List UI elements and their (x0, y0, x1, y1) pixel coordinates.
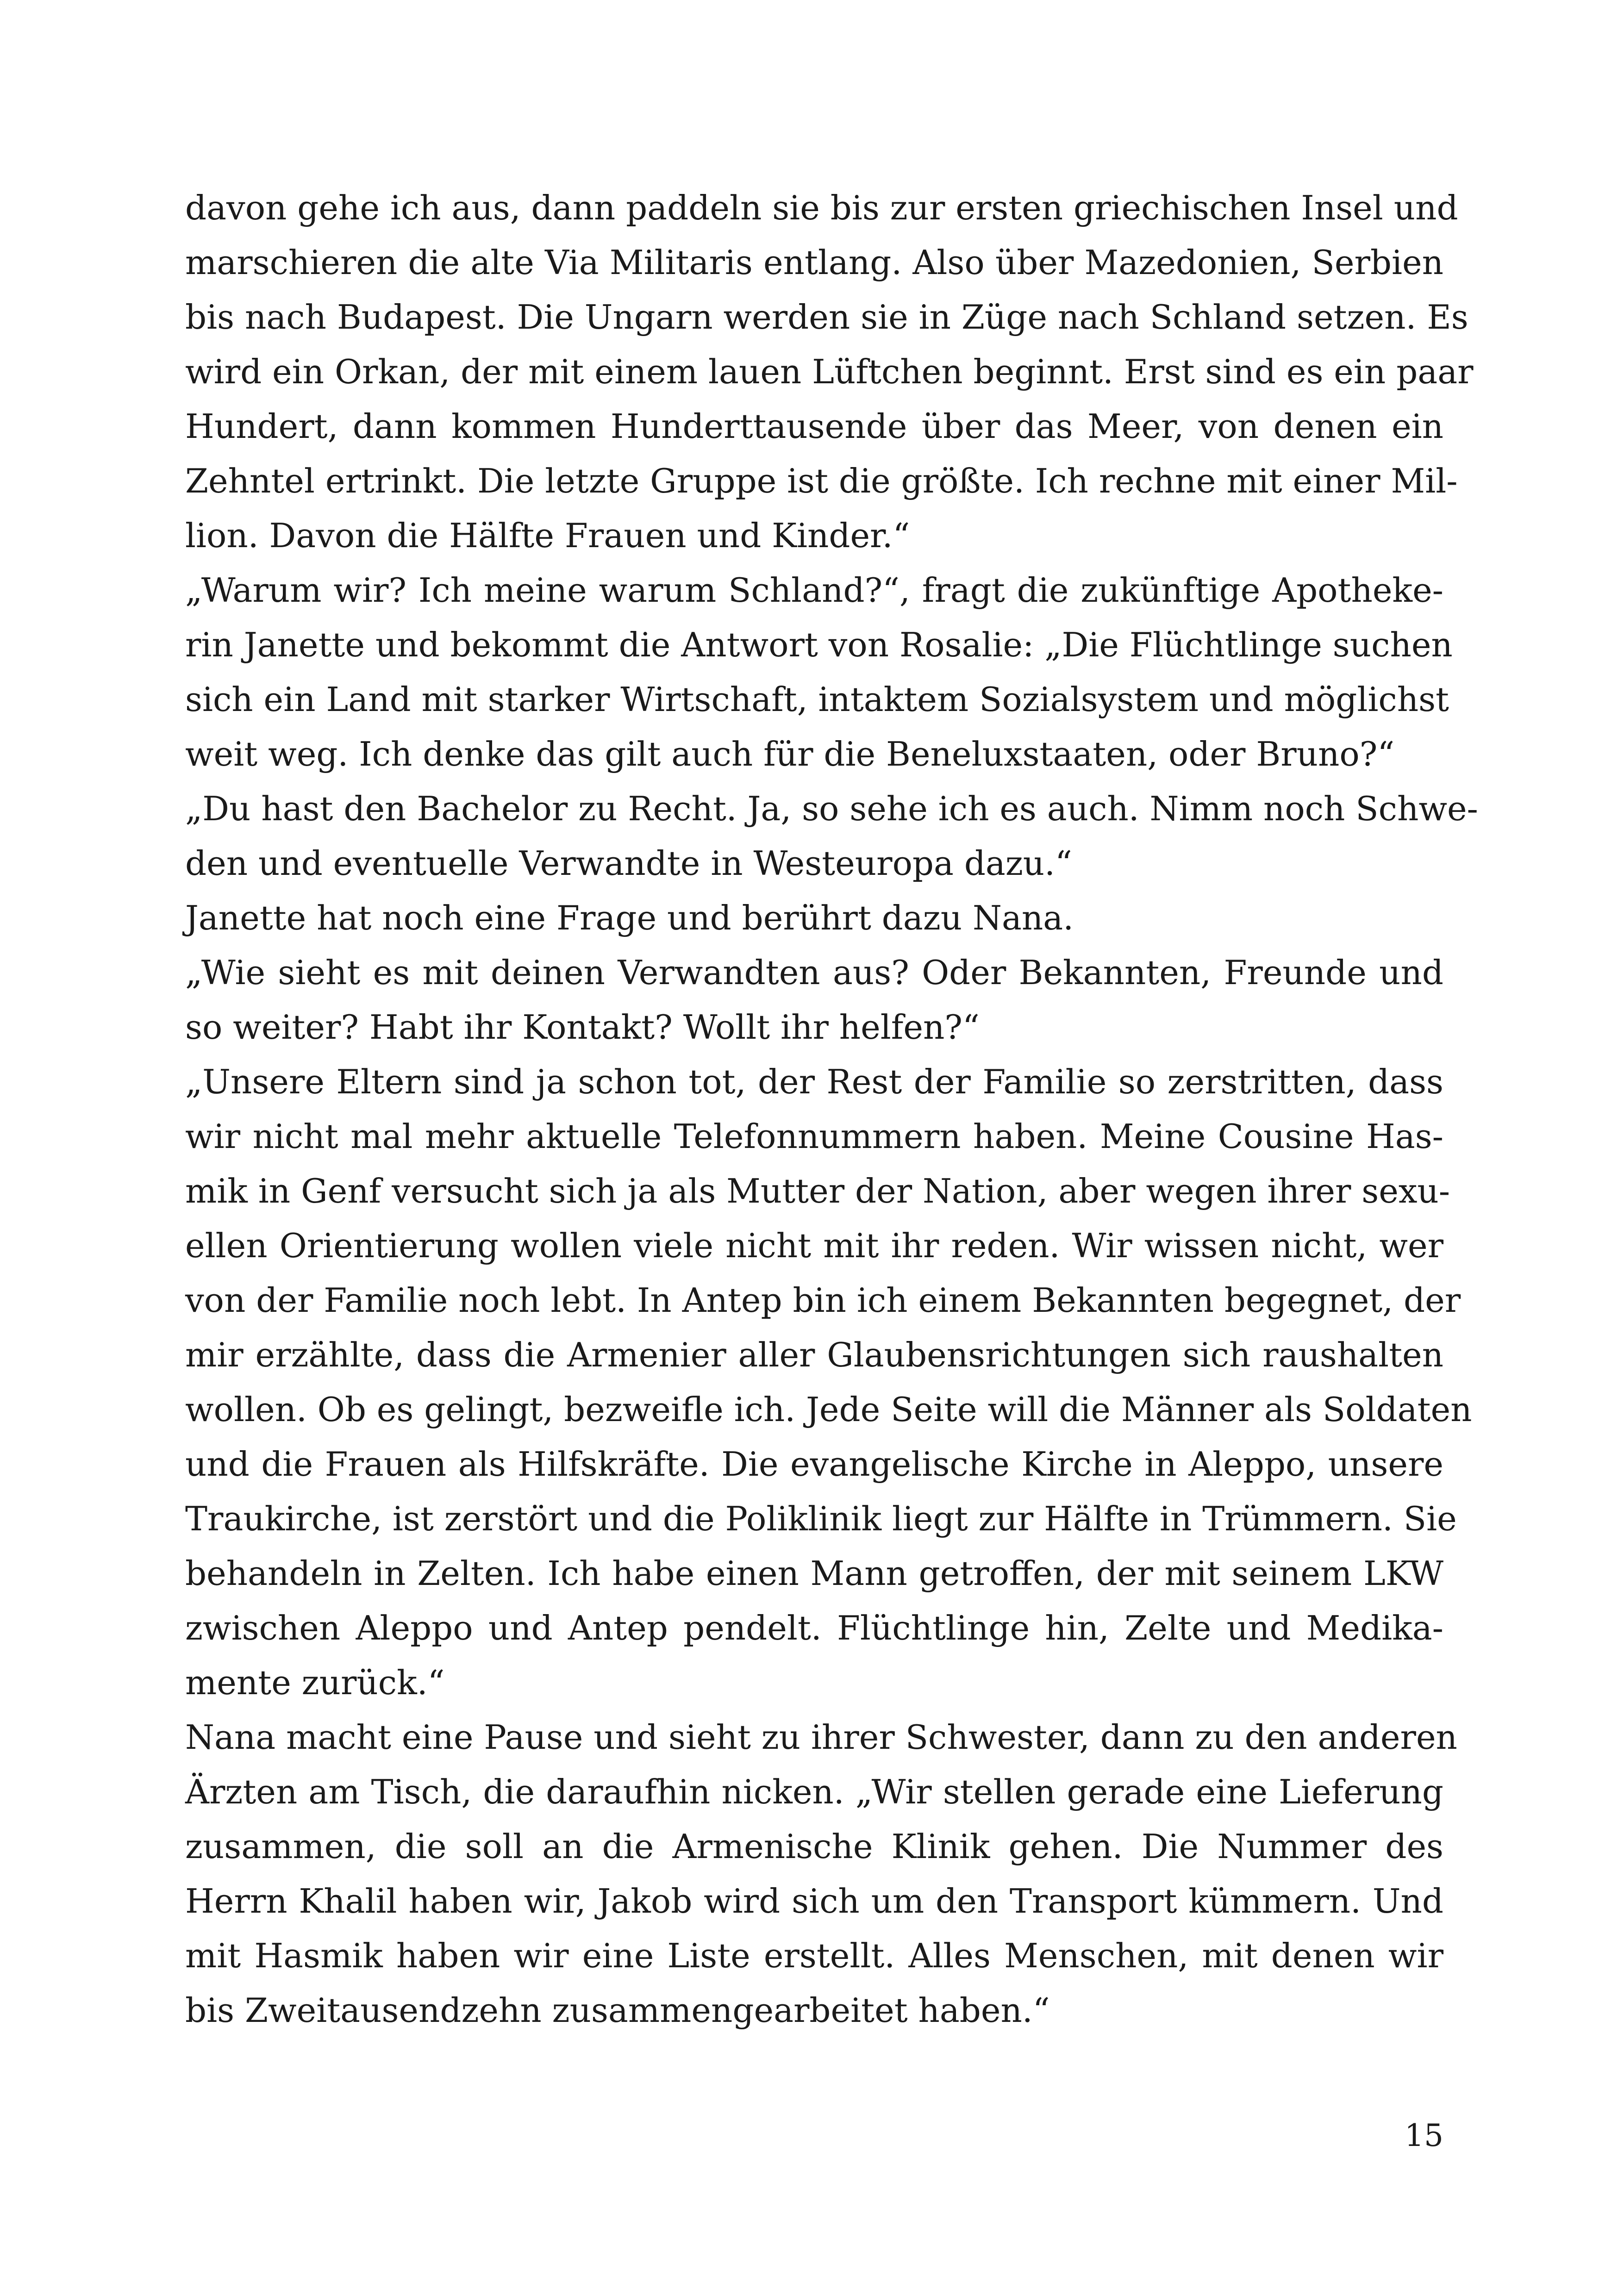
text-line: weit weg. Ich denke das gilt auch für die Beneluxstaaten, oder Bruno?“ (185, 735, 1395, 773)
text-line: mik in Genf versucht sich ja als Mutter der Nation, aber wegen ihrer sexu- (185, 1172, 1450, 1210)
text-line: zwischen Aleppo und Antep pendelt. Flüchtlinge hin, Zelte und Medika- (185, 1609, 1443, 1647)
text-line: rin Janette und bekommt die Antwort von Rosalie: „Die Flüchtlinge suchen (185, 625, 1453, 664)
text-line: wollen. Ob es gelingt, bezweifle ich. Jede Seite will die Männer als Soldaten (185, 1390, 1472, 1429)
text-line: mir erzählte, dass die Armenier aller Glaubensrichtungen sich raushalten (185, 1335, 1443, 1374)
text-line: mit Hasmik haben wir eine Liste erstellt. Alles Menschen, mit denen wir (185, 1936, 1443, 1975)
text-line: wir nicht mal mehr aktuelle Telefonnummern haben. Meine Cousine Has- (185, 1117, 1443, 1156)
text-line: sich ein Land mit starker Wirtschaft, intaktem Sozialsystem und möglichst (185, 680, 1449, 719)
text-line: Nana macht eine Pause und sieht zu ihrer Schwester, dann zu den anderen (185, 1718, 1457, 1757)
text-line: „Du hast den Bachelor zu Recht. Ja, so sehe ich es auch. Nimm noch Schwe- (185, 789, 1478, 828)
text-line: Herrn Khalil haben wir, Jakob wird sich um den Transport kümmern. Und (185, 1882, 1443, 1921)
text-line: „Warum wir? Ich meine warum Schland?“, fragt die zukünftige Apotheke- (185, 571, 1443, 610)
text-line: lion. Davon die Hälfte Frauen und Kinder.“ (185, 516, 910, 555)
text-line: mente zurück.“ (185, 1663, 445, 1702)
text-line: Hundert, dann kommen Hunderttausende über das Meer, von denen ein (185, 407, 1443, 446)
text-line: Traukirche, ist zerstört und die Poliklinik liegt zur Hälfte in Trümmern. Sie (185, 1499, 1457, 1538)
text-line: wird ein Orkan, der mit einem lauen Lüftchen beginnt. Erst sind es ein paar (185, 352, 1474, 391)
text-line: bis Zweitausendzehn zusammengearbeitet haben.“ (185, 1991, 1050, 2030)
text-line: marschieren die alte Via Militaris entlang. Also über Mazedonien, Serbien (185, 243, 1443, 282)
text-line: „Wie sieht es mit deinen Verwandten aus? Oder Bekannten, Freunde und (185, 953, 1443, 992)
text-line: behandeln in Zelten. Ich habe einen Mann getroffen, der mit seinem LKW (185, 1554, 1443, 1593)
text-line: Zehntel ertrinkt. Die letzte Gruppe ist die größte. Ich rechne mit einer Mil- (185, 461, 1458, 500)
text-line: Janette hat noch eine Frage und berührt dazu Nana. (185, 898, 1074, 937)
text-line: von der Familie noch lebt. In Antep bin ich einem Bekannten begegnet, der (185, 1281, 1461, 1320)
body-text (185, 181, 1478, 2038)
text-line: den und eventuelle Verwandte in Westeuropa dazu.“ (185, 844, 1072, 883)
text-line: „Unsere Eltern sind ja schon tot, der Rest der Familie so zerstritten, dass (185, 1062, 1443, 1101)
text-line: Ärzten am Tisch, die daraufhin nicken. „Wir stellen gerade eine Lieferung (185, 1772, 1443, 1811)
text-line: bis nach Budapest. Die Ungarn werden sie in Züge nach Schland setzen. Es (185, 298, 1468, 337)
text-line: und die Frauen als Hilfskräfte. Die evangelische Kirche in Aleppo, unsere (185, 1445, 1443, 1484)
page-number: 15 (1405, 2118, 1443, 2153)
text-line: davon gehe ich aus, dann paddeln sie bis zur ersten griechischen Insel und (185, 188, 1458, 227)
text-line: zusammen, die soll an die Armenische Klinik gehen. Die Nummer des (185, 1827, 1443, 1866)
text-line: ellen Orientierung wollen viele nicht mit ihr reden. Wir wissen nicht, wer (185, 1226, 1443, 1265)
text-line: so weiter? Habt ihr Kontakt? Wollt ihr helfen?“ (185, 1008, 980, 1047)
